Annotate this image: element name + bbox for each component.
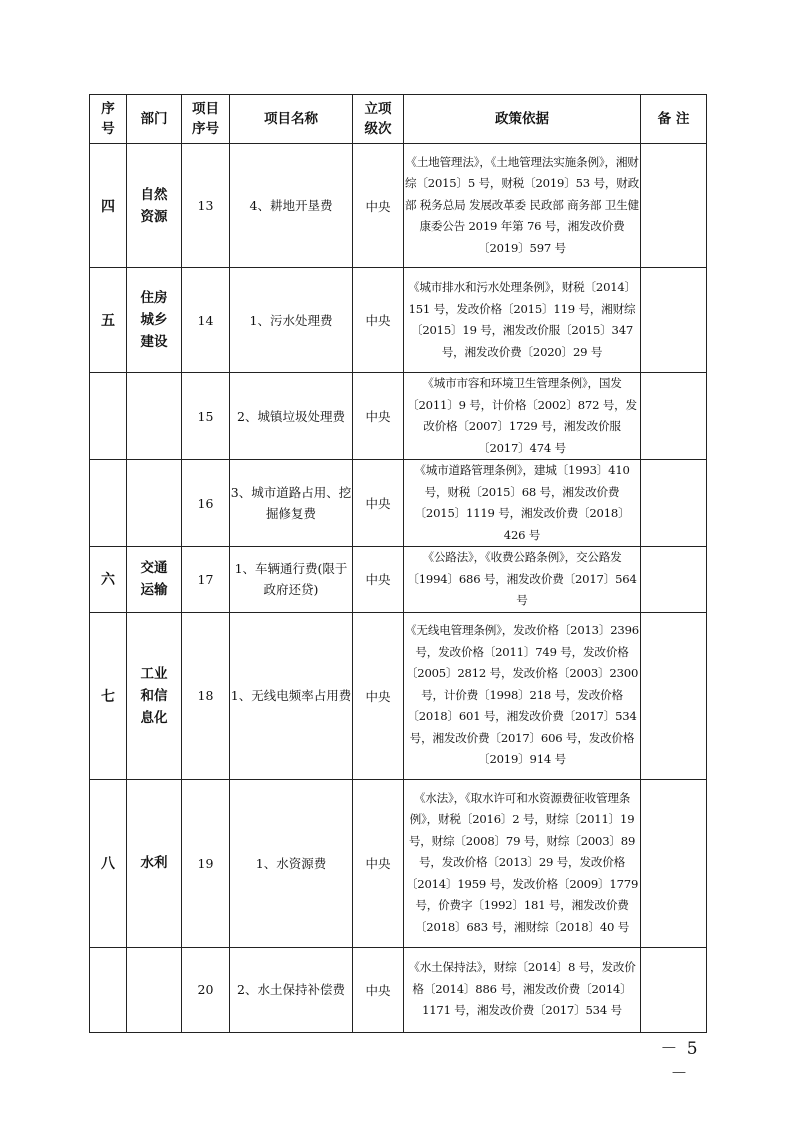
row-remark bbox=[641, 779, 707, 947]
row-seq bbox=[90, 947, 127, 1032]
row-item-name: 4、耕地开垦费 bbox=[230, 144, 353, 268]
row-dept: 住房城乡建设 bbox=[127, 268, 182, 373]
row-item-no: 15 bbox=[182, 373, 230, 460]
header-basis: 政策依据 bbox=[404, 95, 641, 144]
row-item-name: 3、城市道路占用、挖掘修复费 bbox=[230, 460, 353, 547]
row-dept bbox=[127, 460, 182, 547]
header-seq: 序号 bbox=[90, 95, 127, 144]
table-row bbox=[90, 373, 707, 460]
row-policy-basis: 《城市道路管理条例》，建城〔1993〕410 号，财税〔2015〕68 号，湘发改价费〔2015〕1119 号，湘发改价费〔2018〕426 号 bbox=[404, 460, 641, 547]
row-seq bbox=[90, 460, 127, 547]
row-dept: 水利 bbox=[127, 779, 182, 947]
row-policy-basis: 《城市市容和环境卫生管理条例》，国发〔2011〕9 号，计价格〔2002〕872 号，发改价格〔2007〕1729 号，湘发改价服〔2017〕474 号 bbox=[404, 373, 641, 460]
table-row bbox=[90, 144, 707, 268]
row-dept bbox=[127, 947, 182, 1032]
table-row bbox=[90, 947, 707, 1032]
table-row bbox=[90, 612, 707, 779]
table-header-row bbox=[90, 95, 707, 144]
row-item-no: 18 bbox=[182, 612, 230, 779]
row-seq: 七 bbox=[90, 612, 127, 779]
table-row bbox=[90, 460, 707, 547]
row-seq bbox=[90, 373, 127, 460]
row-item-name: 2、水土保持补偿费 bbox=[230, 947, 353, 1032]
row-remark bbox=[641, 547, 707, 613]
row-item-name: 1、无线电频率占用费 bbox=[230, 612, 353, 779]
row-item-no: 19 bbox=[182, 779, 230, 947]
row-dept bbox=[127, 373, 182, 460]
row-level: 中央 bbox=[353, 612, 404, 779]
row-remark bbox=[641, 268, 707, 373]
row-remark bbox=[641, 612, 707, 779]
row-level: 中央 bbox=[353, 779, 404, 947]
table-row bbox=[90, 268, 707, 373]
row-remark bbox=[641, 947, 707, 1032]
row-item-name: 1、车辆通行费(限于政府还贷) bbox=[230, 547, 353, 613]
row-item-no: 13 bbox=[182, 144, 230, 268]
header-remark: 备 注 bbox=[641, 95, 707, 144]
page-number: － 5 － bbox=[660, 1039, 700, 1084]
row-item-name: 2、城镇垃圾处理费 bbox=[230, 373, 353, 460]
row-dept: 交通运输 bbox=[127, 547, 182, 613]
row-seq: 八 bbox=[90, 779, 127, 947]
row-level: 中央 bbox=[353, 547, 404, 613]
header-dept: 部门 bbox=[127, 95, 182, 144]
row-item-name: 1、水资源费 bbox=[230, 779, 353, 947]
row-remark bbox=[641, 373, 707, 460]
row-item-no: 16 bbox=[182, 460, 230, 547]
row-dept: 自然资源 bbox=[127, 144, 182, 268]
table-row bbox=[90, 547, 707, 613]
row-level: 中央 bbox=[353, 373, 404, 460]
row-level: 中央 bbox=[353, 460, 404, 547]
header-item-no: 项目序号 bbox=[182, 95, 230, 144]
row-remark bbox=[641, 144, 707, 268]
header-item-name: 项目名称 bbox=[230, 95, 353, 144]
row-item-name: 1、污水处理费 bbox=[230, 268, 353, 373]
row-seq: 五 bbox=[90, 268, 127, 373]
row-level: 中央 bbox=[353, 144, 404, 268]
table-row bbox=[90, 779, 707, 947]
row-policy-basis: 《水法》，《取水许可和水资源费征收管理条例》，财税〔2016〕2 号，财综〔2011〕19 号，财综〔2008〕79 号，财综〔2003〕89 号，发改价格〔2013〕29 号，发改价格〔2014〕1959 号，发改价格〔2009〕1779 号，价费字〔1992〕181 号，湘发改价费〔2018〕683 号，湘财综〔2018〕40 号 bbox=[404, 779, 641, 947]
row-remark bbox=[641, 460, 707, 547]
row-item-no: 20 bbox=[182, 947, 230, 1032]
row-level: 中央 bbox=[353, 947, 404, 1032]
header-level: 立项级次 bbox=[353, 95, 404, 144]
row-policy-basis: 《公路法》，《收费公路条例》，交公路发〔1994〕686 号，湘发改价费〔2017〕564 号 bbox=[404, 547, 641, 613]
row-policy-basis: 《水土保持法》，财综〔2014〕8 号，发改价格〔2014〕886 号，湘发改价费〔2014〕1171 号，湘发改价费〔2017〕534 号 bbox=[404, 947, 641, 1032]
row-item-no: 14 bbox=[182, 268, 230, 373]
row-level: 中央 bbox=[353, 268, 404, 373]
row-policy-basis: 《城市排水和污水处理条例》，财税〔2014〕151 号，发改价格〔2015〕119 号，湘财综〔2015〕19 号，湘发改价服〔2015〕347 号，湘发改价费〔2020〕29 号 bbox=[404, 268, 641, 373]
fee-catalog-table bbox=[89, 94, 707, 1033]
row-dept: 工业和信息化 bbox=[127, 612, 182, 779]
row-policy-basis: 《土地管理法》，《土地管理法实施条例》，湘财综〔2015〕5 号，财税〔2019〕53 号，财政部 税务总局 发展改革委 民政部 商务部 卫生健康委公告 2019 年第 76 号，湘发改价费〔2019〕597 号 bbox=[404, 144, 641, 268]
row-seq: 四 bbox=[90, 144, 127, 268]
row-item-no: 17 bbox=[182, 547, 230, 613]
row-policy-basis: 《无线电管理条例》，发改价格〔2013〕2396 号，发改价格〔2011〕749 号，发改价格〔2005〕2812 号，发改价格〔2003〕2300 号，计价费〔1998〕218 号，发改价格〔2018〕601 号，湘发改价费〔2017〕534 号，湘发改价费〔2017〕606 号，发改价格〔2019〕914 号 bbox=[404, 612, 641, 779]
row-seq: 六 bbox=[90, 547, 127, 613]
